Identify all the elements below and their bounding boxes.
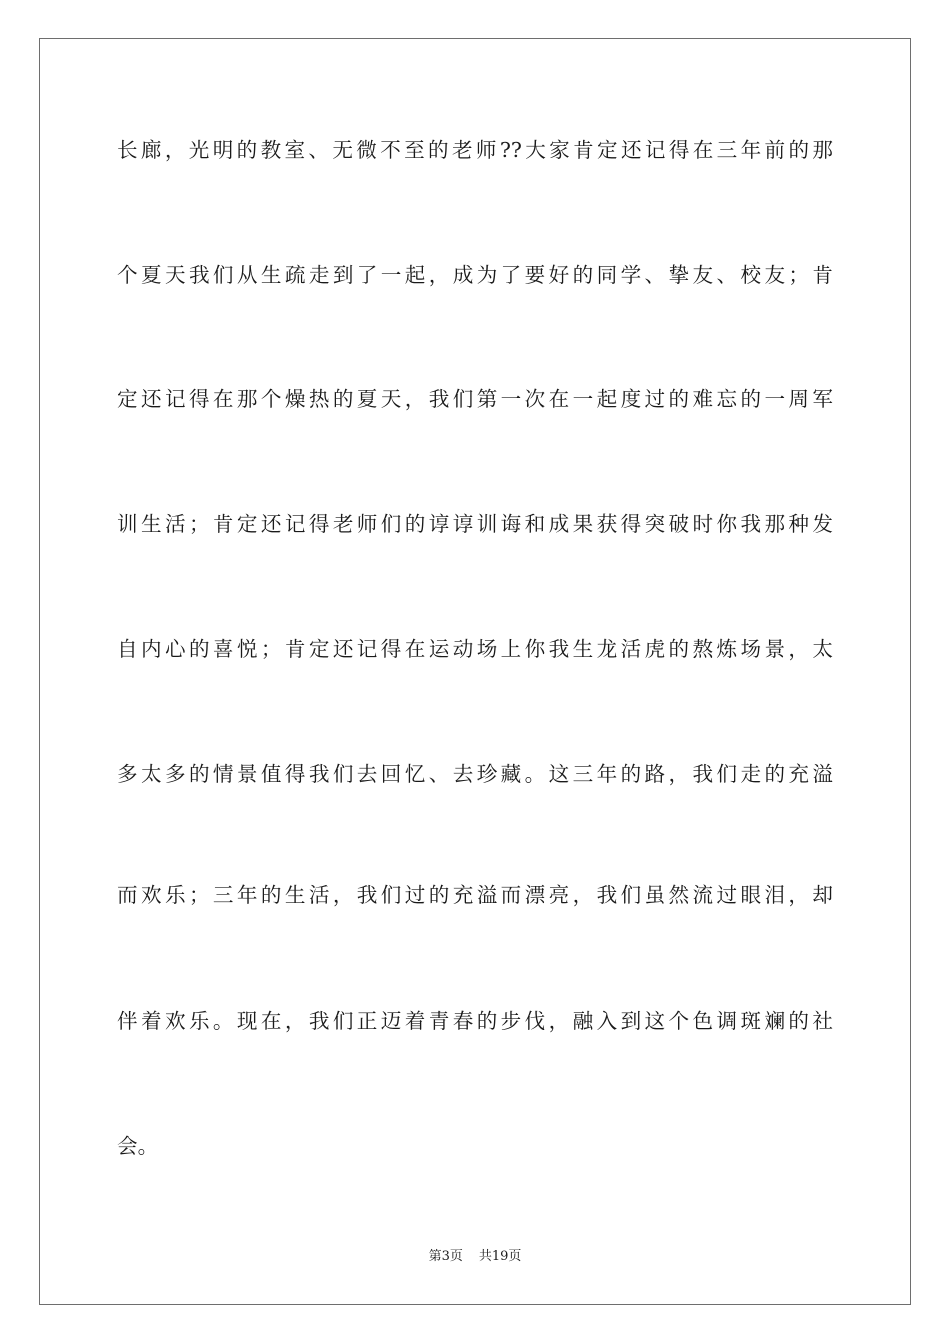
page-footer — [0, 1248, 950, 1266]
page-number: 第3页 — [428, 1249, 463, 1264]
text-line: 个夏天我们从生疏走到了一起，成为了要好的同学、挚友、校友；肯 — [117, 263, 833, 287]
text-line: 长廊，光明的教室、无微不至的老师??大家肯定还记得在三年前的那 — [117, 138, 833, 162]
text-line: 会。 — [117, 1134, 159, 1158]
total-pages: 共19页 — [478, 1249, 522, 1264]
text-line: 多太多的情景值得我们去回忆、去珍藏。这三年的路，我们走的充溢 — [117, 762, 833, 786]
text-line: 伴着欢乐。现在，我们正迈着青春的步伐，融入到这个色调斑斓的社 — [117, 1009, 833, 1033]
text-line: 训生活；肯定还记得老师们的谆谆训诲和成果获得突破时你我那种发 — [117, 512, 833, 536]
text-line: 而欢乐；三年的生活，我们过的充溢而漂亮，我们虽然流过眼泪，却 — [117, 883, 833, 907]
text-line: 自内心的喜悦；肯定还记得在运动场上你我生龙活虎的熬炼场景，太 — [117, 637, 833, 661]
page-border — [39, 38, 911, 1305]
text-line: 定还记得在那个燥热的夏天，我们第一次在一起度过的难忘的一周军 — [117, 387, 833, 411]
